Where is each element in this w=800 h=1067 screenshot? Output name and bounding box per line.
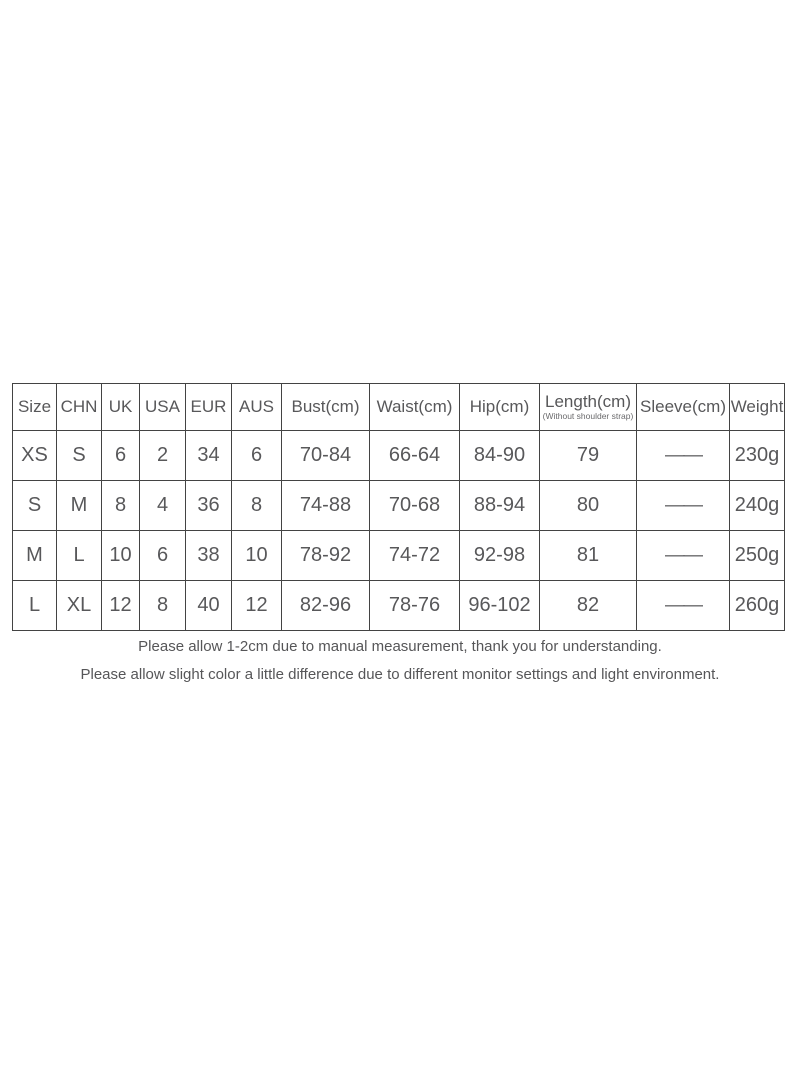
header-cell-aus: AUS [232,384,282,431]
cell-chn: L [57,531,102,581]
cell-usa: 8 [140,581,186,631]
cell-size: XS [13,431,57,481]
cell-aus: 6 [232,431,282,481]
cell-length: 80 [540,481,637,531]
cell-bust: 70-84 [282,431,370,481]
cell-bust: 78-92 [282,531,370,581]
cell-usa: 2 [140,431,186,481]
measurement-notes [12,638,788,684]
table-row-m [13,531,785,581]
cell-weight: 260g [730,581,785,631]
cell-size: M [13,531,57,581]
cell-usa: 6 [140,531,186,581]
size-chart-table [12,383,785,631]
cell-hip: 96-102 [460,581,540,631]
cell-aus: 10 [232,531,282,581]
header-length-subnote: (Without shoulder strap) [542,410,634,421]
cell-size: L [13,581,57,631]
header-cell-hip: Hip(cm) [460,384,540,431]
header-length-label: Length(cm) [545,392,631,412]
cell-sleeve-dash: —— [637,581,730,631]
cell-hip: 88-94 [460,481,540,531]
header-cell-waist: Waist(cm) [370,384,460,431]
note-measurement: Please allow 1-2cm due to manual measurement, thank you for understanding. [138,638,662,655]
size-chart-block [12,383,788,694]
cell-length: 81 [540,531,637,581]
cell-waist: 66-64 [370,431,460,481]
cell-usa: 4 [140,481,186,531]
cell-bust: 82-96 [282,581,370,631]
header-row [13,384,785,431]
header-cell-bust: Bust(cm) [282,384,370,431]
header-cell-size: Size [13,384,57,431]
cell-hip: 84-90 [460,431,540,481]
cell-sleeve-dash: —— [637,481,730,531]
cell-bust: 74-88 [282,481,370,531]
cell-uk: 6 [102,431,140,481]
cell-waist: 78-76 [370,581,460,631]
cell-uk: 10 [102,531,140,581]
cell-uk: 12 [102,581,140,631]
cell-chn: S [57,431,102,481]
cell-eur: 36 [186,481,232,531]
table-row-xs [13,431,785,481]
header-cell-uk: UK [102,384,140,431]
cell-weight: 230g [730,431,785,481]
cell-chn: M [57,481,102,531]
cell-weight: 240g [730,481,785,531]
cell-eur: 38 [186,531,232,581]
header-cell-eur: EUR [186,384,232,431]
header-cell-sleeve: Sleeve(cm) [637,384,730,431]
header-cell-weight: Weight [730,384,785,431]
cell-eur: 40 [186,581,232,631]
header-cell-length [540,384,637,431]
header-cell-chn: CHN [57,384,102,431]
cell-waist: 70-68 [370,481,460,531]
cell-sleeve-dash: —— [637,431,730,481]
cell-size: S [13,481,57,531]
cell-uk: 8 [102,481,140,531]
cell-length: 82 [540,581,637,631]
table-row-s [13,481,785,531]
cell-length: 79 [540,431,637,481]
cell-weight: 250g [730,531,785,581]
cell-sleeve-dash: —— [637,531,730,581]
cell-eur: 34 [186,431,232,481]
cell-aus: 8 [232,481,282,531]
cell-hip: 92-98 [460,531,540,581]
cell-chn: XL [57,581,102,631]
table-row-l [13,581,785,631]
cell-aus: 12 [232,581,282,631]
cell-waist: 74-72 [370,531,460,581]
note-color: Please allow slight color a little difference due to different monitor settings and light environment. [80,666,720,683]
header-cell-usa: USA [140,384,186,431]
